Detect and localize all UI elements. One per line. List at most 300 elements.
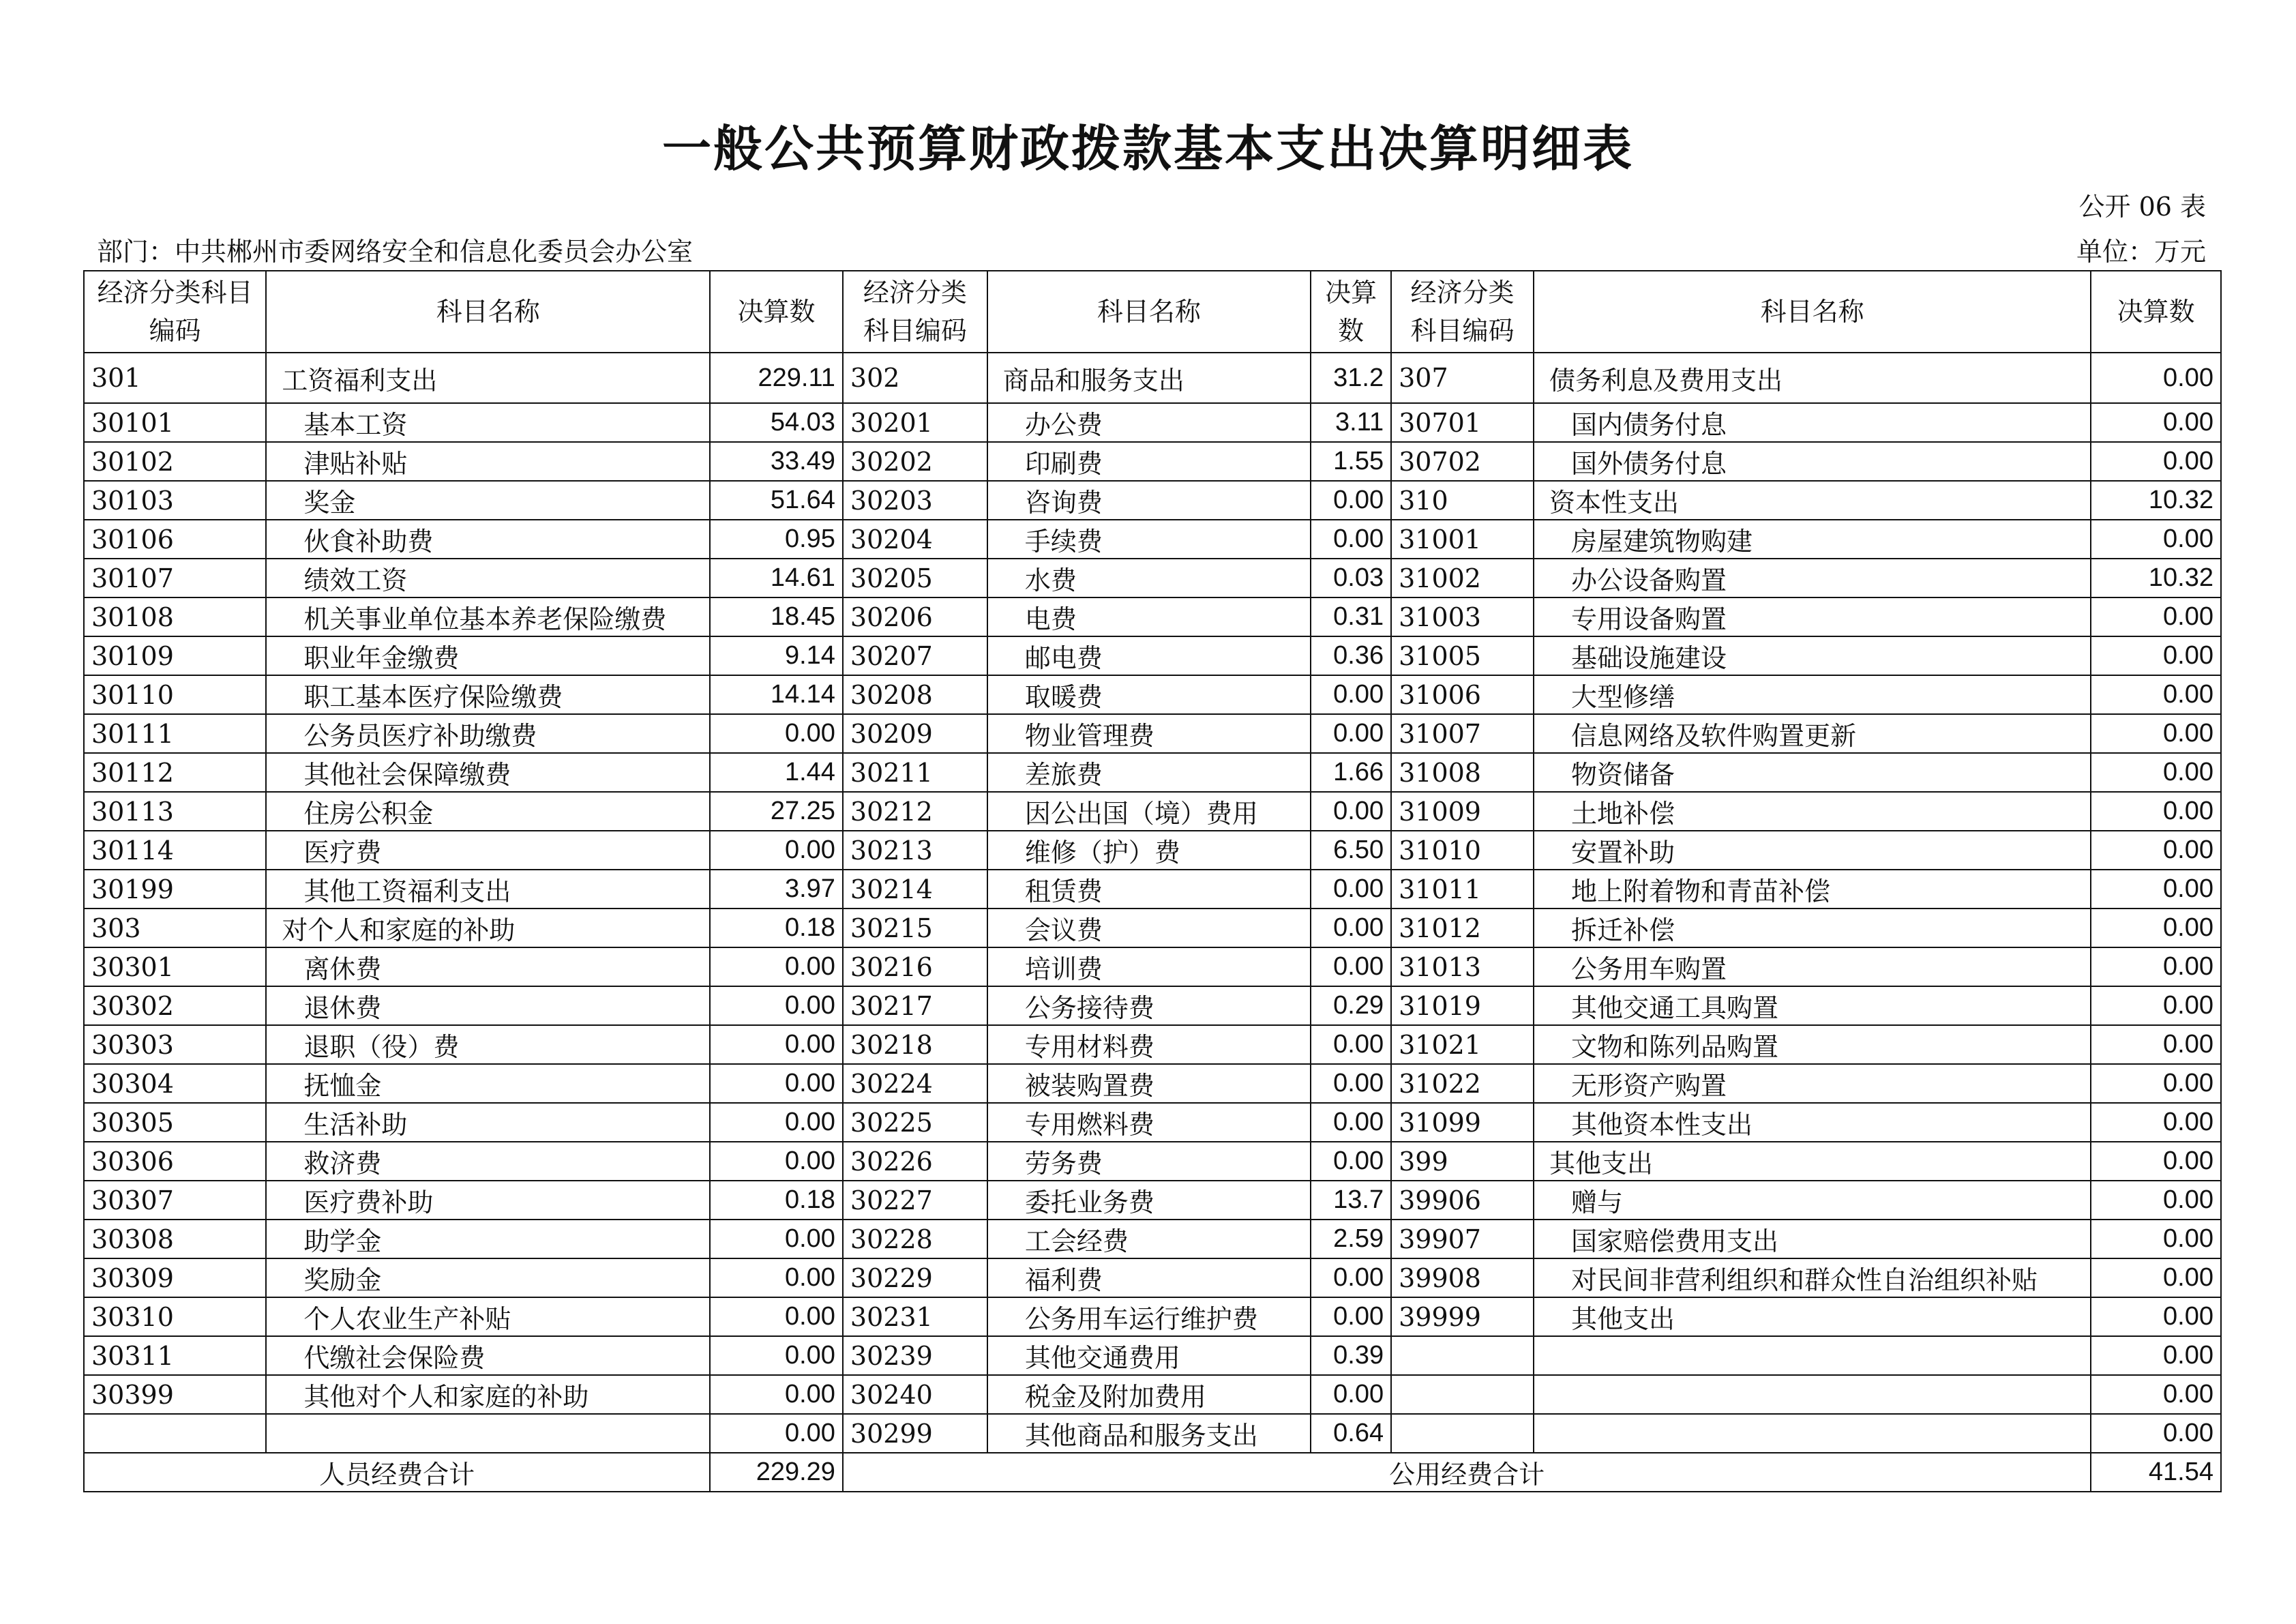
table-row	[84, 909, 2221, 947]
amount-cell: 0.00	[2091, 403, 2221, 442]
code-cell: 30399	[84, 1375, 266, 1414]
amount-cell: 0.00	[1311, 1025, 1391, 1064]
table-row	[84, 353, 2221, 403]
name-cell: 退休费	[266, 986, 710, 1025]
code-cell: 399	[1391, 1142, 1534, 1181]
name-cell: 其他商品和服务支出	[987, 1414, 1311, 1453]
code-cell: 31006	[1391, 675, 1534, 714]
amount-cell: 0.00	[2091, 909, 2221, 947]
name-cell: 租赁费	[987, 870, 1311, 909]
table-row	[84, 1181, 2221, 1220]
amount-cell: 0.00	[2091, 1064, 2221, 1103]
code-cell: 30304	[84, 1064, 266, 1103]
code-cell: 30311	[84, 1336, 266, 1375]
code-cell: 30203	[843, 481, 987, 520]
name-cell: 其他社会保障缴费	[266, 753, 710, 792]
amount-cell: 0.31	[1311, 597, 1391, 636]
amount-cell: 0.00	[710, 986, 843, 1025]
code-cell: 30231	[843, 1297, 987, 1336]
name-cell	[1534, 1375, 2091, 1414]
amount-cell: 0.00	[1311, 1103, 1391, 1142]
amount-cell: 0.00	[1311, 1064, 1391, 1103]
code-cell: 31021	[1391, 1025, 1534, 1064]
code-cell: 30103	[84, 481, 266, 520]
amount-cell: 0.00	[2091, 597, 2221, 636]
name-cell: 离休费	[266, 947, 710, 986]
name-cell: 拆迁补偿	[1534, 909, 2091, 947]
amount-cell: 0.00	[1311, 792, 1391, 831]
name-cell: 工会经费	[987, 1220, 1311, 1258]
amount-cell: 0.00	[1311, 714, 1391, 753]
name-cell: 代缴社会保险费	[266, 1336, 710, 1375]
code-cell: 39906	[1391, 1181, 1534, 1220]
table-row	[84, 1297, 2221, 1336]
code-cell: 30303	[84, 1025, 266, 1064]
name-cell: 其他交通费用	[987, 1336, 1311, 1375]
name-cell: 委托业务费	[987, 1181, 1311, 1220]
name-cell: 医疗费补助	[266, 1181, 710, 1220]
name-cell: 商品和服务支出	[987, 353, 1311, 403]
name-cell: 助学金	[266, 1220, 710, 1258]
amount-cell: 3.11	[1311, 403, 1391, 442]
name-cell: 国家赔偿费用支出	[1534, 1220, 2091, 1258]
code-cell: 30215	[843, 909, 987, 947]
amount-cell: 14.14	[710, 675, 843, 714]
code-cell: 30107	[84, 559, 266, 597]
name-cell: 土地补偿	[1534, 792, 2091, 831]
name-cell: 住房公积金	[266, 792, 710, 831]
name-cell: 其他工资福利支出	[266, 870, 710, 909]
code-cell: 30108	[84, 597, 266, 636]
name-cell: 资本性支出	[1534, 481, 2091, 520]
amount-cell: 0.00	[2091, 1025, 2221, 1064]
code-cell: 30204	[843, 520, 987, 559]
code-cell: 30111	[84, 714, 266, 753]
amount-cell: 0.00	[2091, 986, 2221, 1025]
table-row	[84, 1414, 2221, 1453]
name-cell: 咨询费	[987, 481, 1311, 520]
name-cell: 救济费	[266, 1142, 710, 1181]
name-cell	[1534, 1336, 2091, 1375]
amount-cell: 0.00	[710, 1375, 843, 1414]
amount-cell: 0.00	[710, 947, 843, 986]
amount-cell: 0.00	[1311, 520, 1391, 559]
amount-cell: 0.00	[2091, 1103, 2221, 1142]
amount-cell: 0.00	[2091, 1142, 2221, 1181]
name-cell: 其他支出	[1534, 1297, 2091, 1336]
code-cell: 39908	[1391, 1258, 1534, 1297]
amount-cell: 0.00	[1311, 1142, 1391, 1181]
amount-cell: 27.25	[710, 792, 843, 831]
code-cell: 31099	[1391, 1103, 1534, 1142]
amount-cell: 0.00	[2091, 1375, 2221, 1414]
table-row	[84, 714, 2221, 753]
amount-cell: 0.18	[710, 1181, 843, 1220]
amount-cell: 0.00	[710, 714, 843, 753]
code-cell: 30308	[84, 1220, 266, 1258]
amount-cell: 0.00	[710, 1103, 843, 1142]
amount-cell: 0.00	[2091, 675, 2221, 714]
header-amount-2: 决算数	[1311, 271, 1391, 353]
code-cell: 30306	[84, 1142, 266, 1181]
code-cell: 30309	[84, 1258, 266, 1297]
name-cell: 维修（护）费	[987, 831, 1311, 870]
name-cell: 基础设施建设	[1534, 636, 2091, 675]
amount-cell: 0.00	[2091, 831, 2221, 870]
name-cell: 无形资产购置	[1534, 1064, 2091, 1103]
amount-cell: 0.00	[2091, 442, 2221, 481]
table-row	[84, 481, 2221, 520]
table-row	[84, 1103, 2221, 1142]
name-cell: 专用燃料费	[987, 1103, 1311, 1142]
table-row	[84, 947, 2221, 986]
code-cell	[1391, 1414, 1534, 1453]
header-amount-1: 决算数	[710, 271, 843, 353]
name-cell: 国外债务付息	[1534, 442, 2091, 481]
table-row	[84, 1142, 2221, 1181]
code-cell: 30224	[843, 1064, 987, 1103]
code-cell: 30110	[84, 675, 266, 714]
amount-cell: 0.00	[710, 1025, 843, 1064]
table-row	[84, 1375, 2221, 1414]
table-row	[84, 442, 2221, 481]
page-title: 一般公共预算财政拨款基本支出决算明细表	[661, 119, 1634, 177]
amount-cell: 51.64	[710, 481, 843, 520]
name-cell: 物资储备	[1534, 753, 2091, 792]
header-code-1: 经济分类科目编码	[84, 271, 266, 353]
amount-cell: 0.00	[2091, 1336, 2221, 1375]
table-row	[84, 520, 2221, 559]
code-cell: 303	[84, 909, 266, 947]
amount-cell: 0.00	[1311, 1297, 1391, 1336]
table-row	[84, 559, 2221, 597]
code-cell: 30207	[843, 636, 987, 675]
name-cell: 专用设备购置	[1534, 597, 2091, 636]
amount-cell: 0.00	[710, 1336, 843, 1375]
code-cell: 30239	[843, 1336, 987, 1375]
code-cell: 307	[1391, 353, 1534, 403]
code-cell: 30212	[843, 792, 987, 831]
code-cell: 39907	[1391, 1220, 1534, 1258]
code-cell: 301	[84, 353, 266, 403]
amount-cell: 1.66	[1311, 753, 1391, 792]
table-row	[84, 597, 2221, 636]
code-cell: 30302	[84, 986, 266, 1025]
code-cell: 30106	[84, 520, 266, 559]
code-cell: 31003	[1391, 597, 1534, 636]
header-amount-3: 决算数	[2091, 271, 2221, 353]
name-cell: 公务用车运行维护费	[987, 1297, 1311, 1336]
code-cell: 30299	[843, 1414, 987, 1453]
name-cell: 职业年金缴费	[266, 636, 710, 675]
amount-cell: 0.00	[1311, 1258, 1391, 1297]
code-cell: 30199	[84, 870, 266, 909]
code-cell: 31009	[1391, 792, 1534, 831]
name-cell: 医疗费	[266, 831, 710, 870]
amount-cell: 0.29	[1311, 986, 1391, 1025]
name-cell: 会议费	[987, 909, 1311, 947]
amount-cell: 0.95	[710, 520, 843, 559]
name-cell: 公务接待费	[987, 986, 1311, 1025]
table-row	[84, 792, 2221, 831]
amount-cell: 0.00	[2091, 792, 2221, 831]
name-cell: 奖金	[266, 481, 710, 520]
code-cell: 31005	[1391, 636, 1534, 675]
code-cell: 30305	[84, 1103, 266, 1142]
name-cell: 机关事业单位基本养老保险缴费	[266, 597, 710, 636]
name-cell: 抚恤金	[266, 1064, 710, 1103]
amount-cell: 0.18	[710, 909, 843, 947]
name-cell: 物业管理费	[987, 714, 1311, 753]
amount-cell: 0.00	[2091, 1258, 2221, 1297]
name-cell: 职工基本医疗保险缴费	[266, 675, 710, 714]
amount-cell: 0.00	[2091, 636, 2221, 675]
amount-cell: 0.00	[2091, 353, 2221, 403]
code-cell: 30226	[843, 1142, 987, 1181]
header-name-1: 科目名称	[266, 271, 710, 353]
amount-cell: 0.00	[1311, 870, 1391, 909]
name-cell: 文物和陈列品购置	[1534, 1025, 2091, 1064]
code-cell	[1391, 1336, 1534, 1375]
totals-row	[84, 1453, 2221, 1492]
name-cell: 公务用车购置	[1534, 947, 2091, 986]
amount-cell: 0.00	[2091, 947, 2221, 986]
department-label: 部门：中共郴州市委网络安全和信息化委员会办公室	[97, 237, 694, 267]
table-row	[84, 1025, 2221, 1064]
amount-cell: 10.32	[2091, 559, 2221, 597]
personnel-total-value: 229.29	[710, 1453, 843, 1492]
public-total-label: 公用经费合计	[843, 1453, 2091, 1492]
name-cell: 专用材料费	[987, 1025, 1311, 1064]
amount-cell: 0.00	[1311, 909, 1391, 947]
name-cell: 取暖费	[987, 675, 1311, 714]
name-cell: 地上附着物和青苗补偿	[1534, 870, 2091, 909]
table-row	[84, 403, 2221, 442]
table-row	[84, 831, 2221, 870]
header-name-2: 科目名称	[987, 271, 1311, 353]
table-row	[84, 1064, 2221, 1103]
code-cell: 302	[843, 353, 987, 403]
code-cell: 31011	[1391, 870, 1534, 909]
code-cell: 30112	[84, 753, 266, 792]
code-cell: 30307	[84, 1181, 266, 1220]
amount-cell: 0.00	[710, 1414, 843, 1453]
code-cell: 30310	[84, 1297, 266, 1336]
name-cell: 水费	[987, 559, 1311, 597]
personnel-total-label: 人员经费合计	[84, 1453, 710, 1492]
name-cell: 房屋建筑物购建	[1534, 520, 2091, 559]
code-cell: 30227	[843, 1181, 987, 1220]
name-cell: 税金及附加费用	[987, 1375, 1311, 1414]
name-cell: 邮电费	[987, 636, 1311, 675]
code-cell: 31002	[1391, 559, 1534, 597]
code-cell: 31012	[1391, 909, 1534, 947]
amount-cell: 0.00	[710, 1297, 843, 1336]
code-cell: 30214	[843, 870, 987, 909]
name-cell: 奖励金	[266, 1258, 710, 1297]
code-cell: 30229	[843, 1258, 987, 1297]
amount-cell: 229.11	[710, 353, 843, 403]
code-cell: 31008	[1391, 753, 1534, 792]
amount-cell: 1.55	[1311, 442, 1391, 481]
amount-cell: 0.00	[2091, 1181, 2221, 1220]
amount-cell: 0.36	[1311, 636, 1391, 675]
code-cell: 30205	[843, 559, 987, 597]
code-cell: 30216	[843, 947, 987, 986]
amount-cell: 0.00	[1311, 947, 1391, 986]
amount-cell: 0.00	[710, 831, 843, 870]
name-cell	[266, 1414, 710, 1453]
form-number: 公开 06 表	[2078, 192, 2206, 222]
amount-cell: 0.00	[2091, 870, 2221, 909]
name-cell: 福利费	[987, 1258, 1311, 1297]
name-cell: 退职（役）费	[266, 1025, 710, 1064]
code-cell: 30211	[843, 753, 987, 792]
name-cell: 其他支出	[1534, 1142, 2091, 1181]
name-cell: 手续费	[987, 520, 1311, 559]
name-cell: 债务利息及费用支出	[1534, 353, 2091, 403]
header-name-3: 科目名称	[1534, 271, 2091, 353]
table-header-row	[84, 271, 2221, 353]
code-cell: 30209	[843, 714, 987, 753]
amount-cell: 13.7	[1311, 1181, 1391, 1220]
amount-cell: 3.97	[710, 870, 843, 909]
amount-cell: 54.03	[710, 403, 843, 442]
name-cell: 其他交通工具购置	[1534, 986, 2091, 1025]
name-cell: 伙食补助费	[266, 520, 710, 559]
code-cell: 30202	[843, 442, 987, 481]
name-cell: 对个人和家庭的补助	[266, 909, 710, 947]
amount-cell: 0.00	[1311, 1375, 1391, 1414]
name-cell: 培训费	[987, 947, 1311, 986]
amount-cell: 0.00	[1311, 675, 1391, 714]
code-cell: 30213	[843, 831, 987, 870]
name-cell: 差旅费	[987, 753, 1311, 792]
code-cell: 30217	[843, 986, 987, 1025]
name-cell: 基本工资	[266, 403, 710, 442]
amount-cell: 6.50	[1311, 831, 1391, 870]
name-cell: 信息网络及软件购置更新	[1534, 714, 2091, 753]
code-cell: 30102	[84, 442, 266, 481]
amount-cell: 1.44	[710, 753, 843, 792]
code-cell: 31007	[1391, 714, 1534, 753]
name-cell	[1534, 1414, 2091, 1453]
code-cell: 39999	[1391, 1297, 1534, 1336]
amount-cell: 0.00	[1311, 481, 1391, 520]
table-row	[84, 1220, 2221, 1258]
header-code-3: 经济分类科目编码	[1391, 271, 1534, 353]
name-cell: 其他资本性支出	[1534, 1103, 2091, 1142]
expenditure-table	[83, 270, 2222, 1492]
code-cell: 30206	[843, 597, 987, 636]
code-cell: 30113	[84, 792, 266, 831]
amount-cell: 0.00	[2091, 753, 2221, 792]
name-cell: 大型修缮	[1534, 675, 2091, 714]
code-cell: 310	[1391, 481, 1534, 520]
code-cell: 30702	[1391, 442, 1534, 481]
code-cell: 31019	[1391, 986, 1534, 1025]
amount-cell: 18.45	[710, 597, 843, 636]
code-cell: 30201	[843, 403, 987, 442]
table-row	[84, 1336, 2221, 1375]
table-row	[84, 675, 2221, 714]
amount-cell: 0.00	[2091, 1297, 2221, 1336]
name-cell: 工资福利支出	[266, 353, 710, 403]
amount-cell: 10.32	[2091, 481, 2221, 520]
amount-cell: 0.64	[1311, 1414, 1391, 1453]
name-cell: 津贴补贴	[266, 442, 710, 481]
name-cell: 其他对个人和家庭的补助	[266, 1375, 710, 1414]
amount-cell: 0.03	[1311, 559, 1391, 597]
table-row	[84, 753, 2221, 792]
name-cell: 国内债务付息	[1534, 403, 2091, 442]
name-cell: 绩效工资	[266, 559, 710, 597]
code-cell: 30228	[843, 1220, 987, 1258]
name-cell: 被装购置费	[987, 1064, 1311, 1103]
name-cell: 办公设备购置	[1534, 559, 2091, 597]
table-body	[84, 353, 2221, 1453]
amount-cell: 0.00	[710, 1220, 843, 1258]
name-cell: 安置补助	[1534, 831, 2091, 870]
code-cell	[84, 1414, 266, 1453]
header-code-2: 经济分类科目编码	[843, 271, 987, 353]
amount-cell: 0.00	[2091, 1414, 2221, 1453]
code-cell: 30114	[84, 831, 266, 870]
table-row	[84, 986, 2221, 1025]
amount-cell: 0.39	[1311, 1336, 1391, 1375]
amount-cell: 0.00	[710, 1064, 843, 1103]
name-cell: 劳务费	[987, 1142, 1311, 1181]
name-cell: 赠与	[1534, 1181, 2091, 1220]
code-cell: 30240	[843, 1375, 987, 1414]
code-cell: 30218	[843, 1025, 987, 1064]
amount-cell: 0.00	[2091, 520, 2221, 559]
amount-cell: 0.00	[2091, 1220, 2221, 1258]
name-cell: 办公费	[987, 403, 1311, 442]
amount-cell: 9.14	[710, 636, 843, 675]
amount-cell: 14.61	[710, 559, 843, 597]
name-cell: 个人农业生产补贴	[266, 1297, 710, 1336]
name-cell: 印刷费	[987, 442, 1311, 481]
name-cell: 公务员医疗补助缴费	[266, 714, 710, 753]
code-cell: 31022	[1391, 1064, 1534, 1103]
unit-label: 单位：万元	[2076, 237, 2206, 267]
amount-cell: 2.59	[1311, 1220, 1391, 1258]
amount-cell: 31.2	[1311, 353, 1391, 403]
code-cell: 30225	[843, 1103, 987, 1142]
code-cell	[1391, 1375, 1534, 1414]
amount-cell: 33.49	[710, 442, 843, 481]
table-row	[84, 870, 2221, 909]
code-cell: 30701	[1391, 403, 1534, 442]
code-cell: 31013	[1391, 947, 1534, 986]
name-cell: 电费	[987, 597, 1311, 636]
name-cell: 生活补助	[266, 1103, 710, 1142]
amount-cell: 0.00	[2091, 714, 2221, 753]
amount-cell: 0.00	[710, 1258, 843, 1297]
table-row	[84, 1258, 2221, 1297]
amount-cell: 0.00	[710, 1142, 843, 1181]
code-cell: 31001	[1391, 520, 1534, 559]
code-cell: 30109	[84, 636, 266, 675]
code-cell: 31010	[1391, 831, 1534, 870]
name-cell: 对民间非营利组织和群众性自治组织补贴	[1534, 1258, 2091, 1297]
name-cell: 因公出国（境）费用	[987, 792, 1311, 831]
code-cell: 30208	[843, 675, 987, 714]
table-row	[84, 636, 2221, 675]
code-cell: 30301	[84, 947, 266, 986]
public-total-value: 41.54	[2091, 1453, 2221, 1492]
